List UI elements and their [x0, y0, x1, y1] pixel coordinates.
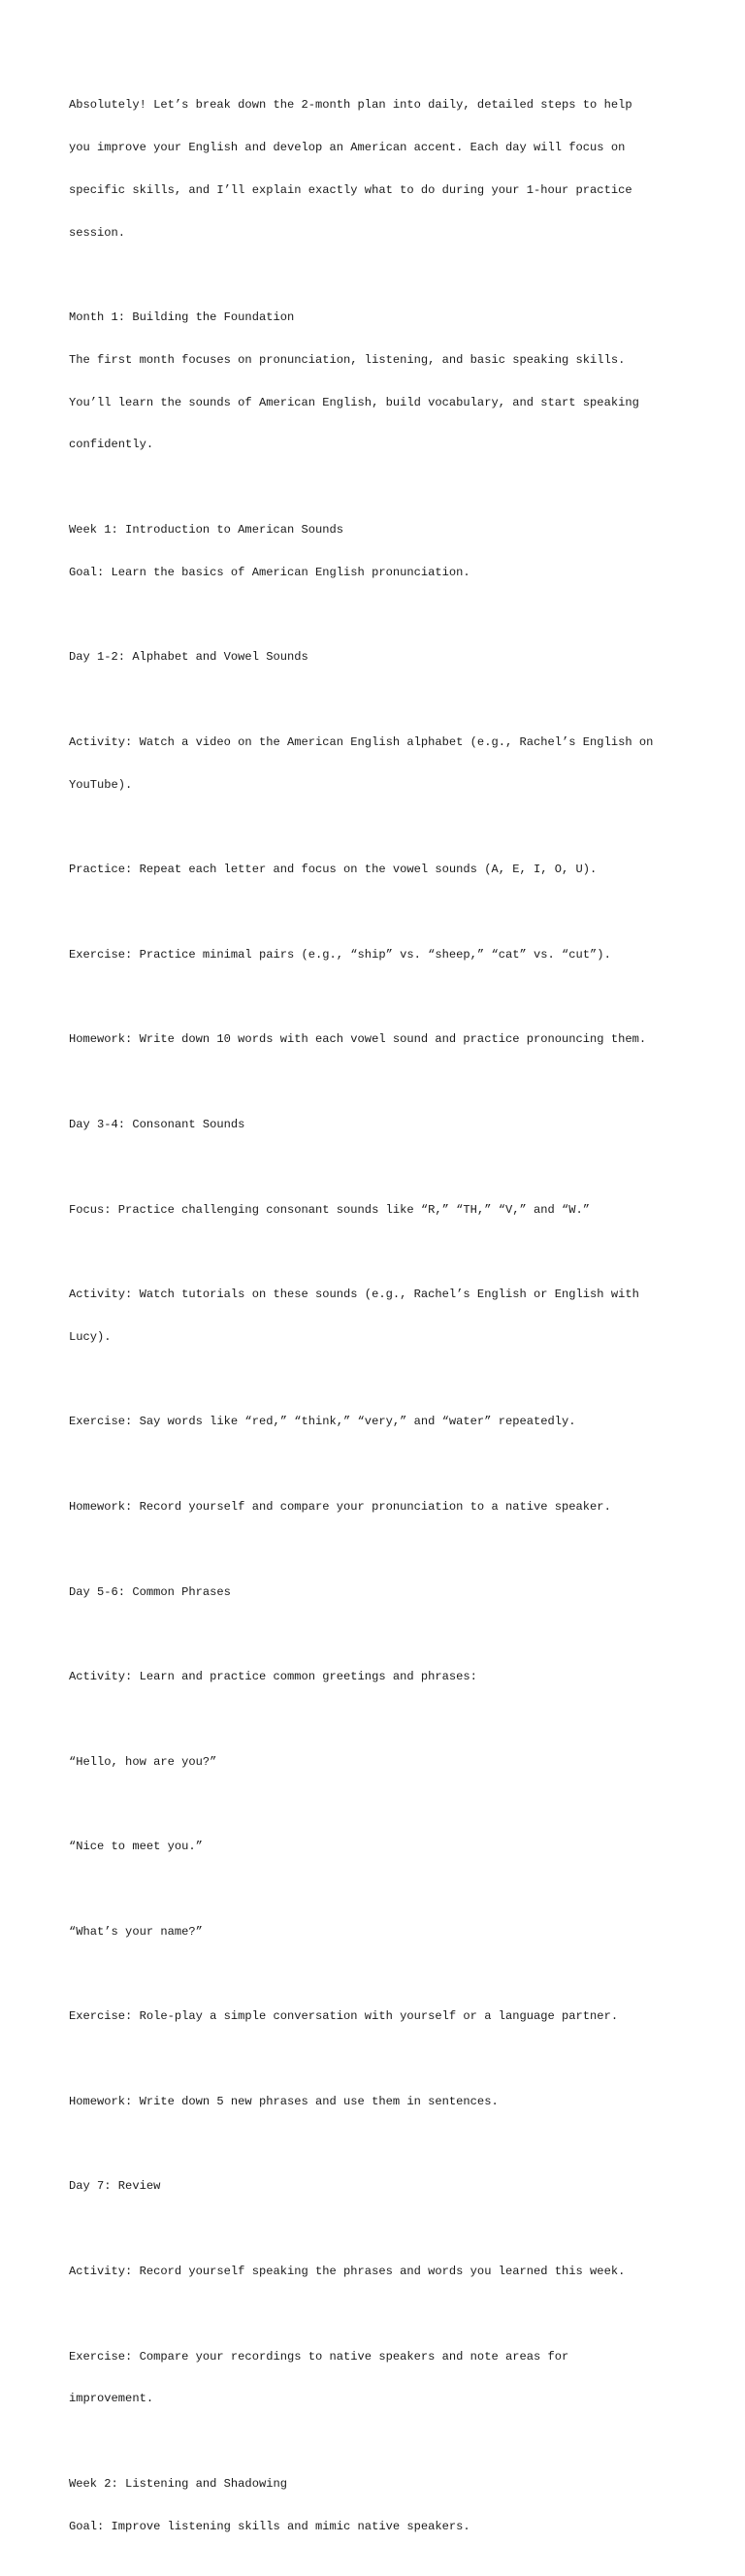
text-line: Homework: Record yourself and compare your pronunciation to a native speaker. — [69, 1499, 611, 1514]
week1-section — [69, 495, 690, 608]
text-line: session. — [69, 225, 126, 240]
day56-activity — [69, 1642, 690, 1712]
text-line: “Nice to meet you.” — [69, 1840, 203, 1854]
text-line: Homework: Write down 5 new phrases and use them in sentences. — [69, 2094, 499, 2108]
text-line: specific skills, and I’ll explain exactly what to do during your 1-hour practice — [69, 182, 632, 197]
week2-section — [69, 2449, 690, 2562]
day7-exercise — [69, 2321, 690, 2434]
text-line: Focus: Practice challenging consonant sounds like “R,” “TH,” “V,” and “W.” — [69, 1202, 591, 1217]
day12-exercise — [69, 920, 690, 991]
text-line: Practice: Repeat each letter and focus on the vowel sounds (A, E, I, O, U). — [69, 863, 598, 877]
day12-homework — [69, 1004, 690, 1075]
week2-heading: Week 2: Listening and Shadowing — [69, 2476, 287, 2491]
day12-activity — [69, 707, 690, 821]
week1-heading: Week 1: Introduction to American Sounds — [69, 523, 344, 537]
text-line: You’ll learn the sounds of American English, build vocabulary, and start speaking — [69, 395, 639, 409]
text-line: Absolutely! Let’s break down the 2-month plan into daily, detailed steps to help — [69, 98, 632, 113]
text-line: “Hello, how are you?” — [69, 1754, 217, 1769]
text-line: Exercise: Role-play a simple conversation with yourself or a language partner. — [69, 2009, 619, 2024]
month1-section — [69, 282, 690, 480]
day56-homework — [69, 2067, 690, 2137]
text-line: Activity: Watch tutorials on these sounds (e.g., Rachel’s English or English with — [69, 1288, 639, 1302]
text-line: Activity: Watch a video on the American English alphabet (e.g., Rachel’s English on — [69, 734, 654, 749]
day12-heading — [69, 622, 690, 693]
phrase-item — [69, 1726, 690, 1797]
text-line: “What’s your name?” — [69, 1924, 203, 1939]
text-line: Exercise: Say words like “red,” “think,” “very,” and “water” repeatedly. — [69, 1415, 576, 1429]
document-page — [69, 70, 690, 2576]
text-line: Activity: Record yourself speaking the phrases and words you learned this week. — [69, 2265, 626, 2279]
text-line: The first month focuses on pronunciation, listening, and basic speaking skills. — [69, 352, 626, 367]
month1-heading: Month 1: Building the Foundation — [69, 310, 295, 325]
day34-homework — [69, 1472, 690, 1543]
text-line: Day 3-4: Consonant Sounds — [69, 1117, 245, 1131]
day34-exercise — [69, 1386, 690, 1457]
text-line: Homework: Write down 10 words with each vowel sound and practice pronouncing them. — [69, 1032, 647, 1047]
phrase-item — [69, 1897, 690, 1968]
day34-heading — [69, 1090, 690, 1160]
phrase-item — [69, 1811, 690, 1882]
text-line: YouTube). — [69, 777, 133, 792]
text-line: Day 5-6: Common Phrases — [69, 1584, 231, 1599]
day34-activity — [69, 1259, 690, 1373]
text-line: Exercise: Compare your recordings to native speakers and note areas for — [69, 2349, 569, 2364]
day56-exercise — [69, 1981, 690, 2052]
text-line: improvement. — [69, 2392, 154, 2406]
week2-goal: Goal: Improve listening skills and mimic native speakers. — [69, 2519, 470, 2533]
text-line: Lucy). — [69, 1329, 112, 1344]
text-line: Day 7: Review — [69, 2179, 161, 2194]
text-line: Day 1-2: Alphabet and Vowel Sounds — [69, 650, 308, 665]
text-line: confidently. — [69, 438, 154, 452]
day34-focus — [69, 1174, 690, 1245]
week1-goal: Goal: Learn the basics of American English pronunciation. — [69, 565, 470, 579]
intro-paragraph — [69, 70, 690, 268]
text-line: you improve your English and develop an American accent. Each day will focus on — [69, 140, 626, 154]
text-line: Exercise: Practice minimal pairs (e.g., “ship” vs. “sheep,” “cat” vs. “cut”). — [69, 947, 611, 962]
day7-activity — [69, 2236, 690, 2307]
text-line: Activity: Learn and practice common greetings and phrases: — [69, 1670, 477, 1684]
day7-heading — [69, 2151, 690, 2222]
day12-practice — [69, 834, 690, 905]
day56-heading — [69, 1556, 690, 1627]
